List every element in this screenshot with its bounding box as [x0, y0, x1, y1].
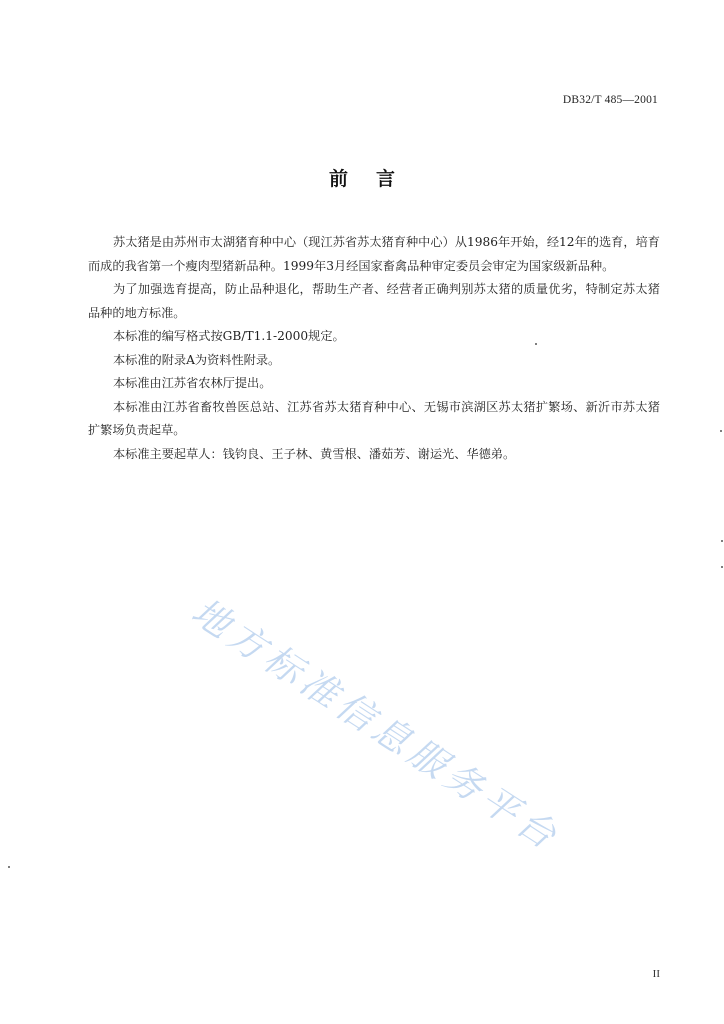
document-code: DB32/T 485—2001: [562, 94, 658, 106]
paragraph-intro: 苏太猪是由苏州市太湖猪育种中心（现江苏省苏太猪育种中心）从1986年开始，经12年的选育，培育而成的我省第一个瘦肉型猪新品种。1999年3月经国家畜禽品种审定委员会审定为国家级新品种。: [88, 235, 660, 273]
paragraph-appendix: 本标准的附录A为资料性附录。: [113, 352, 281, 367]
paragraph-drafters: 本标准主要起草人：钱钧良、王子林、黄雪根、潘茹芳、谢运光、华德弟。: [113, 446, 516, 461]
foreword-body: [88, 231, 660, 466]
page-number: II: [652, 968, 660, 980]
paragraph-purpose: 为了加强选育提高，防止品种退化，帮助生产者、经营者正确判别苏太猪的质量优劣，特制定苏太猪品种的地方标准。: [88, 282, 660, 320]
paragraph-format: 本标准的编写格式按GB/T1.1-2000规定。: [113, 329, 345, 343]
scan-speck: [720, 430, 722, 432]
paragraph-drafting-units: 本标准由江苏省畜牧兽医总站、江苏省苏太猪育种中心、无锡市滨湖区苏太猪扩繁场、新沂市苏太猪扩繁场负责起草。: [88, 399, 660, 437]
scan-speck: [8, 866, 10, 868]
watermark: 地方标准信息服务平台: [184, 589, 569, 861]
scan-speck: [721, 540, 723, 542]
scan-speck: [721, 566, 723, 568]
scan-speck: [535, 343, 537, 345]
paragraph-proposer: 本标准由江苏省农林厅提出。: [113, 376, 272, 390]
page-title: 前言: [328, 168, 423, 190]
